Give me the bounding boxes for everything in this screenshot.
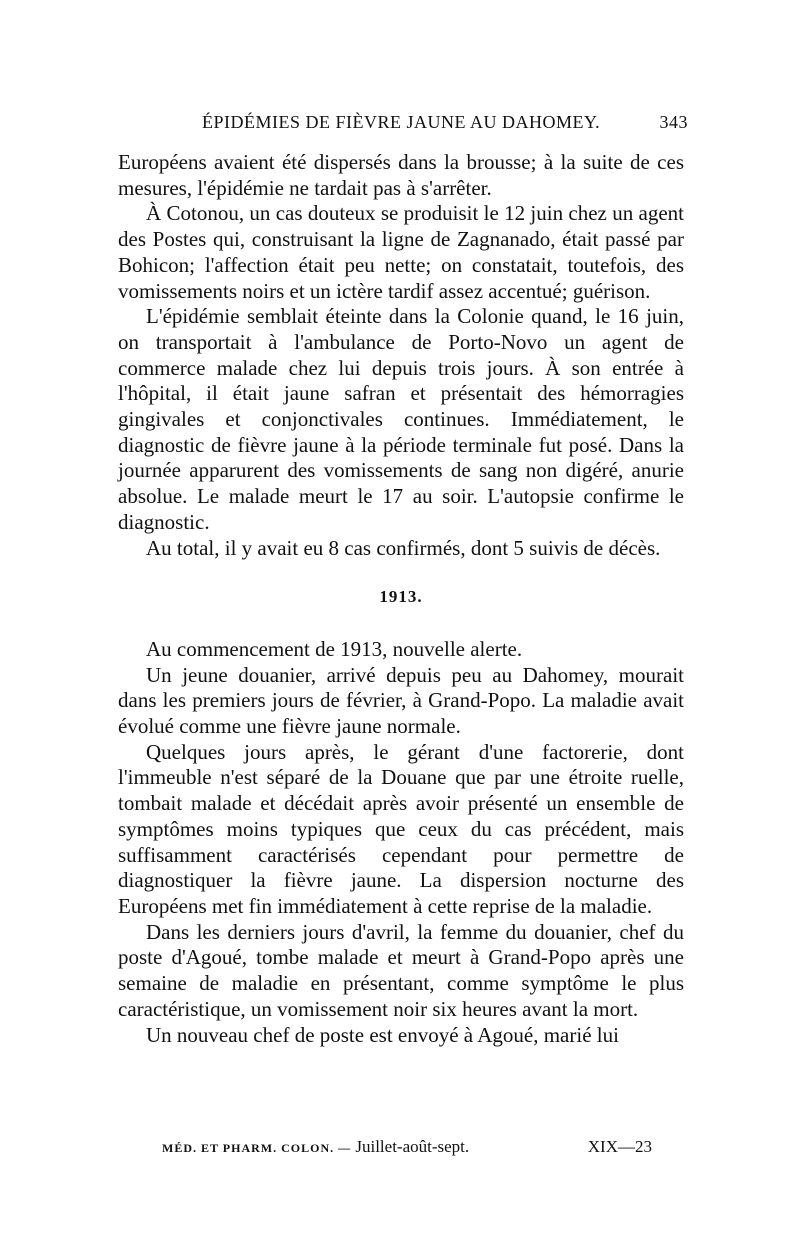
page-number: 343	[659, 112, 688, 132]
page-footer	[162, 1137, 652, 1157]
paragraph: À Cotonou, un cas douteux se produisit le 12 juin chez un agent des Postes qui, construisant la ligne de Zagnanado, était passé par Bohicon; l'affection était peu nette; on constatait, toutefois, des vomissements noirs et un ictère tardif assez accentué; guérison.	[118, 201, 684, 303]
paragraph: Un jeune douanier, arrivé depuis peu au Dahomey, mourait dans les premiers jours de février, à Grand-Popo. La maladie avait évolué comme une fièvre jaune normale.	[118, 662, 684, 739]
paragraph: Dans les derniers jours d'avril, la femme du douanier, chef du poste d'Agoué, tombe malade et meurt à Grand-Popo après une semaine de maladie en présentant, comme symptôme le plus caractéristique, un vomissement noir six heures avant la mort.	[118, 919, 684, 1021]
section-heading-year: 1913.	[379, 587, 423, 607]
paragraph: Au total, il y avait eu 8 cas confirmés, dont 5 suivis de décès.	[146, 535, 661, 560]
footer-signature: XIX—23	[587, 1137, 652, 1156]
running-title: ÉPIDÉMIES DE FIÈVRE JAUNE AU DAHOMEY.	[202, 112, 601, 132]
footer-source: MÉD. ET PHARM. COLON. —	[162, 1141, 352, 1155]
paragraph: Quelques jours après, le gérant d'une factorerie, dont l'immeuble n'est séparé de la Douane que par une étroite ruelle, tombait malade et décédait après avoir présenté un ensemble de symptômes moins typiques que ceux du cas précédent, mais suffisamment caractérisés cependant pour permettre de diagnostiquer la fièvre jaune. La dispersion nocturne des Européens met fin immédiatement à cette reprise de la maladie.	[118, 739, 684, 918]
body-text	[118, 150, 684, 1048]
paragraph: Au commencement de 1913, nouvelle alerte.	[146, 636, 523, 661]
paragraph: Européens avaient été dispersés dans la brousse; à la suite de ces mesures, l'épidémie ne tardait pas à s'arrêter.	[118, 150, 684, 200]
footer-issue-date: Juillet-août-sept.	[355, 1137, 470, 1156]
paragraph: Un nouveau chef de poste est envoyé à Agoué, marié lui	[146, 1022, 619, 1047]
paragraph: L'épidémie semblait éteinte dans la Colonie quand, le 16 juin, on transportait à l'ambulance de Porto-Novo un agent de commerce malade chez lui depuis trois jours. À son entrée à l'hôpital, il était jaune safran et présentait des hémorragies gingivales et conjonctivales continues. Immédiatement, le diagnostic de fièvre jaune à la période terminale fut posé. Dans la journée apparurent des vomissements de sang non digéré, anurie absolue. Le malade meurt le 17 au soir. L'autopsie confirme le diagnostic.	[118, 304, 684, 534]
